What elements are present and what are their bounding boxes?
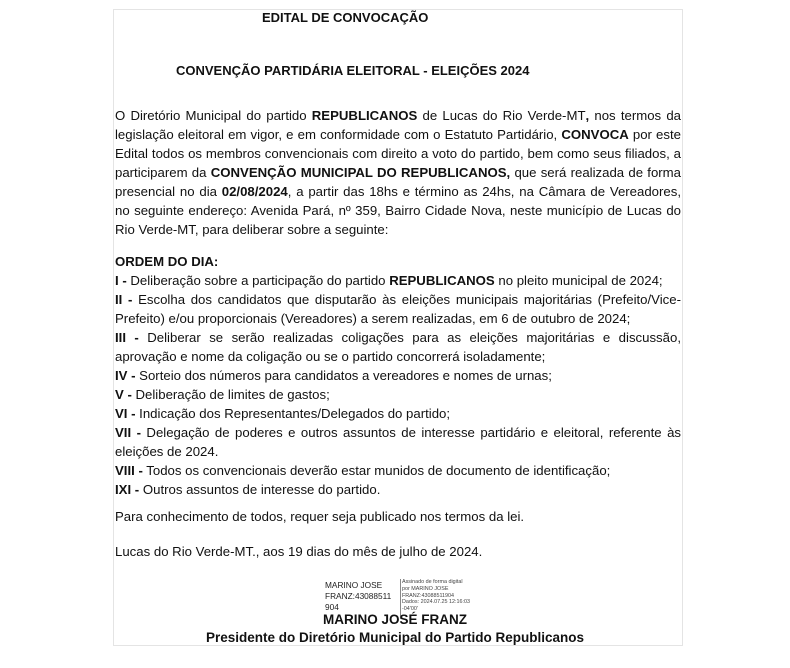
ordem-title: ORDEM DO DIA: xyxy=(115,254,219,269)
event-date: 02/08/2024 xyxy=(221,184,288,199)
agenda-item: VIII - Todos os convencionais deverão estar munidos de documento de identificação; xyxy=(115,463,611,478)
digital-signature-details: Assinado de forma digital por MARINO JOSE FRANZ:43088511904 Dados: 2024.07.25 12:16:03 -04'00' xyxy=(402,579,471,613)
agenda-item: II - Escolha dos candidatos que disputarão às eleições municipais majoritárias (Prefeito/Vice-Prefeito) e/ou proporcionais (Vereadores) a serem realizadas, em 6 de outubro de 2024; xyxy=(115,292,681,326)
document-subtitle: CONVENÇÃO PARTIDÁRIA ELEITORAL - ELEIÇÕES 2024 xyxy=(176,63,530,78)
president-name: MARINO JOSÉ FRANZ xyxy=(322,612,467,627)
president-role: Presidente do Diretório Municipal do Partido Republicanos xyxy=(205,630,585,645)
agenda-item: VII - Delegação de poderes e outros assuntos de interesse partidário e eleitoral, referente às eleições de 2024. xyxy=(115,425,681,459)
agenda-item: VI - Indicação dos Representantes/Delegados do partido; xyxy=(115,406,451,421)
place-date: Lucas do Rio Verde-MT., aos 19 dias do mês de julho de 2024. xyxy=(115,544,483,559)
publication-note: Para conhecimento de todos, requer seja publicado nos termos da lei. xyxy=(115,509,525,524)
agenda-item: I - Deliberação sobre a participação do partido REPUBLICANOS no pleito municipal de 2024; xyxy=(115,273,663,288)
agenda-item: IV - Sorteio dos números para candidatos a vereadores e nomes de urnas; xyxy=(115,368,552,383)
party-name: REPUBLICANOS xyxy=(311,108,418,123)
document-title: EDITAL DE CONVOCAÇÃO xyxy=(262,10,429,25)
intro-paragraph: O Diretório Municipal do partido REPUBLICANOS de Lucas do Rio Verde-MT, nos termos da legislação eleitoral em vigor, e em conformidade com o Estatuto Partidário, CONVOCA por este Edital todos os membros convencionais com direito a voto do partido, bem como seus filiados, a participarem da CONVENÇÃO MUNICIPAL DO REPUBLICANOS, que será realizada de forma presencial no dia 02/08/2024, a partir das 18hs e término as 24hs, na Câmara de Vereadores, no seguinte endereço: Avenida Pará, nº 359, Bairro Cidade Nova, neste município de Lucas do Rio Verde-MT, para deliberar sobre a seguinte: xyxy=(115,108,681,237)
agenda-item: IXI - Outros assuntos de interesse do partido. xyxy=(115,482,381,497)
digital-signature-name: MARINO JOSE FRANZ:43088511 904 xyxy=(325,580,392,612)
agenda-item: V - Deliberação de limites de gastos; xyxy=(115,387,330,402)
convoca-word: CONVOCA xyxy=(561,127,629,142)
ordem-do-dia xyxy=(115,252,681,499)
convencao-name: CONVENÇÃO MUNICIPAL DO REPUBLICANOS, xyxy=(210,165,511,180)
agenda-item: III - Deliberar se serão realizadas coligações para as eleições majoritárias e discussão, aprovação e nome da coligação ou se o partido concorrerá isoladamente; xyxy=(115,330,681,364)
